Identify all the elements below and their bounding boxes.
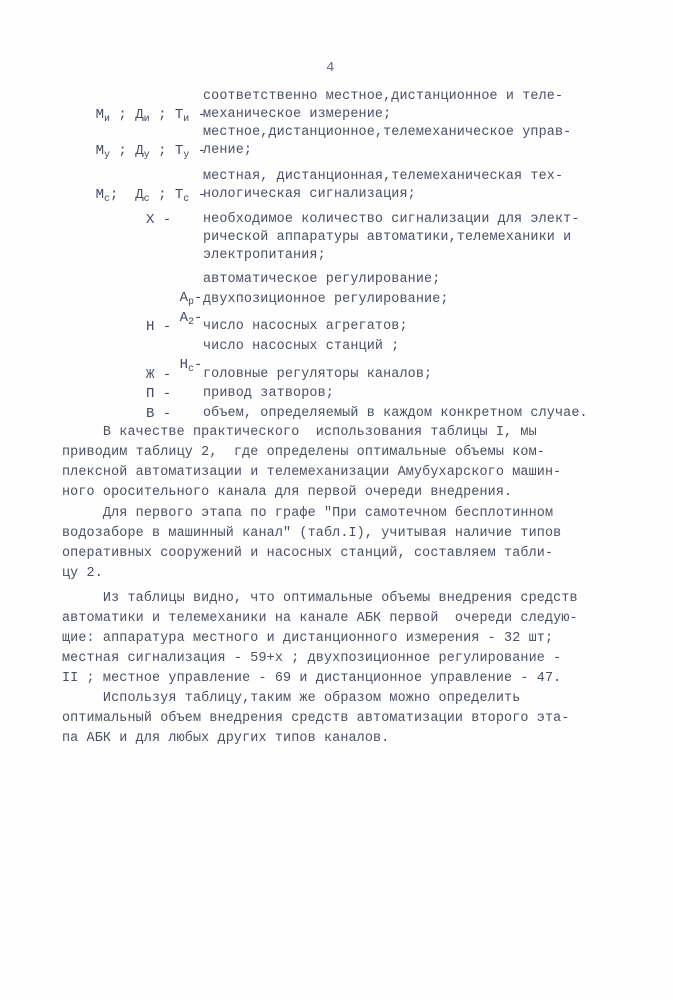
definition-text: двухпозиционное регулирование; [203, 292, 449, 307]
definition-text: соответственно местное,дистанционное и теле- [203, 89, 564, 104]
symbol-base: А [179, 310, 189, 326]
definition-text: автоматическое регулирование; [203, 272, 441, 287]
definition-text: объем, определяемый в каждом конкретном случае. [203, 406, 588, 421]
symbol-separator: - [189, 143, 207, 159]
paragraph-line: водозаборе в машинный канал" (табл.I), учитывая наличие типов [62, 526, 562, 541]
symbol-subscript: 2 [188, 317, 195, 328]
definition-text: нологическая сигнализация; [203, 187, 416, 202]
symbol-p: П - [146, 386, 172, 402]
paragraph-line: па АБК и для любых других типов каналов. [62, 731, 390, 746]
paragraph-line: II ; местное управление - 69 и дистанционное управление - 47. [62, 671, 562, 686]
symbol-subscript: с [183, 194, 190, 205]
paragraph-line: цу 2. [62, 566, 103, 581]
symbol-subscript: р [188, 297, 195, 308]
symbol-subscript: и [183, 114, 190, 125]
symbol-base: Т [174, 107, 184, 123]
definition-text: рической аппаратуры автоматики,телемеханики и [203, 230, 572, 245]
symbol-dash: - [194, 290, 203, 306]
symbol-base: Т [174, 187, 184, 203]
symbol-subscript: с [143, 194, 150, 205]
paragraph-line: автоматики и телемеханики на канале АБК первой очереди следую- [62, 611, 578, 626]
paragraph-line: оптимальный объем внедрения средств автоматизации второго эта- [62, 711, 570, 726]
symbol-separator: - [189, 107, 207, 123]
paragraph-line: приводим таблицу 2, где определены оптимальные объемы ком- [62, 445, 545, 460]
definition-text: механическое измерение; [203, 107, 392, 122]
definition-text: привод затворов; [203, 386, 334, 401]
definition-text: ление; [203, 143, 253, 158]
symbol-signaling [62, 168, 206, 227]
symbol-subscript: с [188, 364, 195, 375]
symbol-dash: - [194, 310, 203, 326]
symbol-separator: ; [149, 143, 175, 159]
symbol-subscript: и [143, 114, 150, 125]
definition-text: число насосных станций ; [203, 339, 400, 354]
symbol-base: Д [135, 187, 144, 203]
symbol-separator: ; [110, 143, 136, 159]
symbol-base: А [179, 290, 189, 306]
paragraph-line: оперативных сооружений и насосных станций, составляем табли- [62, 546, 554, 561]
paragraph-line: местная сигнализация - 59+х ; двухпозиционное регулирование - [62, 651, 562, 666]
definition-text: необходимое количество сигнализации для элект- [203, 212, 580, 227]
symbol-zh: Ж - [146, 367, 172, 383]
symbol-x: Х - [146, 212, 172, 228]
symbol-h: Н - [146, 319, 172, 335]
symbol-subscript: у [183, 150, 190, 161]
symbol-subscript: у [104, 150, 111, 161]
definition-text: число насосных агрегатов; [203, 319, 408, 334]
symbol-base: Т [174, 143, 184, 159]
symbol-subscript: у [143, 150, 150, 161]
definition-text: местная, дистанционная,телемеханическая тех- [203, 169, 564, 184]
paragraph-line: ного оросительного канала для первой очереди внедрения. [62, 485, 513, 500]
symbol-separator: ; [149, 187, 175, 203]
paragraph-line: В качестве практического использования таблицы I, мы [62, 425, 537, 440]
definition-text: головные регуляторы каналов; [203, 367, 433, 382]
symbol-base: Д [135, 143, 144, 159]
page-number: 4 [326, 60, 335, 76]
symbol-separator: - [189, 187, 207, 203]
symbol-base: Д [135, 107, 144, 123]
symbol-separator: ; [110, 187, 136, 203]
paragraph-line: Для первого этапа по графе "При самотечном бесплотинном [62, 506, 554, 521]
symbol-base: Н [179, 357, 189, 373]
symbol-separator: ; [110, 107, 136, 123]
symbol-base: М [95, 107, 105, 123]
paragraph-line: щие: аппаратура местного и дистанционного измерения - 32 шт; [62, 631, 554, 646]
definition-text: электропитания; [203, 248, 326, 263]
symbol-dash: - [194, 357, 203, 373]
symbol-v: В - [146, 406, 172, 422]
definition-text: местное,дистанционное,телемеханическое управ- [203, 125, 572, 140]
paragraph-line: Из таблицы видно, что оптимальные объемы внедрения средств [62, 591, 578, 606]
symbol-subscript: с [104, 194, 111, 205]
paragraph-line: Используя таблицу,таким же образом можно определить [62, 691, 521, 706]
symbol-subscript: и [104, 114, 111, 125]
paragraph-line: плексной автоматизации и телемеханизации Амубухарского машин- [62, 465, 562, 480]
symbol-base: М [95, 143, 105, 159]
symbol-base: М [95, 187, 105, 203]
symbol-separator: ; [149, 107, 175, 123]
